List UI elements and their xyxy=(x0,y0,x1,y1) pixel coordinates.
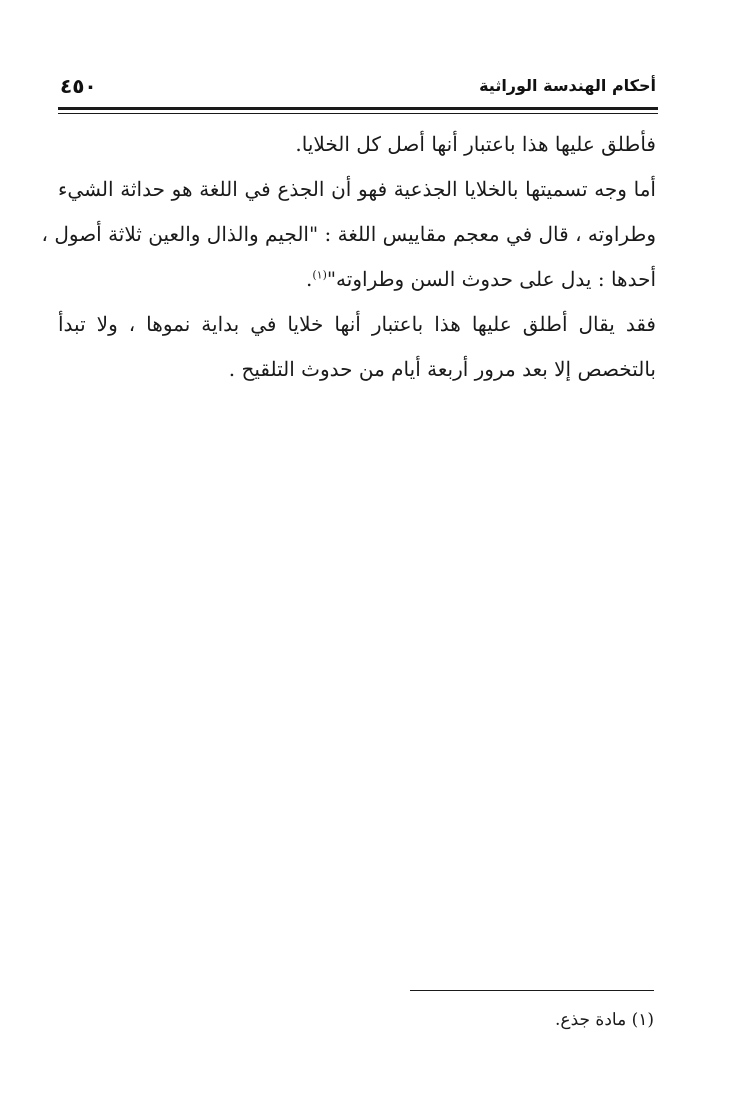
paragraph-2-line-3-text: أحدها : يدل على حدوث السن وطراوته" xyxy=(326,267,656,291)
body-text xyxy=(41,122,656,392)
paragraph-1-line-1: فأطلق عليها هذا باعتبار أنها أصل كل الخلايا. xyxy=(295,132,656,156)
footnote-separator xyxy=(410,990,654,991)
footnote-1: (١) مادة جذع. xyxy=(555,1010,654,1030)
page-number: ٤٥٠ xyxy=(60,74,97,98)
paragraph-2-line-1: أما وجه تسميتها بالخلايا الجذعية فهو أن الجذع في اللغة هو حداثة الشيء xyxy=(58,177,656,201)
header-rule-thin xyxy=(58,113,658,114)
paragraph-2-line-3-end: . xyxy=(305,267,313,291)
header-rule-thick xyxy=(58,107,658,110)
paragraph-3-line-1: فقد يقال أطلق عليها هذا باعتبار أنها خلايا في بداية نموها ، ولا تبدأ xyxy=(58,312,656,336)
paragraph-3-line-2: بالتخصص إلا بعد مرور أربعة أيام من حدوث التلقيح . xyxy=(228,357,656,381)
paragraph-2-line-3 xyxy=(58,257,656,302)
running-title: أحكام الهندسة الوراثية xyxy=(479,76,656,95)
paragraph-2-line-2: وطراوته ، قال في معجم مقاييس اللغة : "الجيم والذال والعين ثلاثة أصول ، xyxy=(41,222,656,246)
page-header xyxy=(58,74,656,104)
footnote-reference: (١) xyxy=(312,268,327,282)
